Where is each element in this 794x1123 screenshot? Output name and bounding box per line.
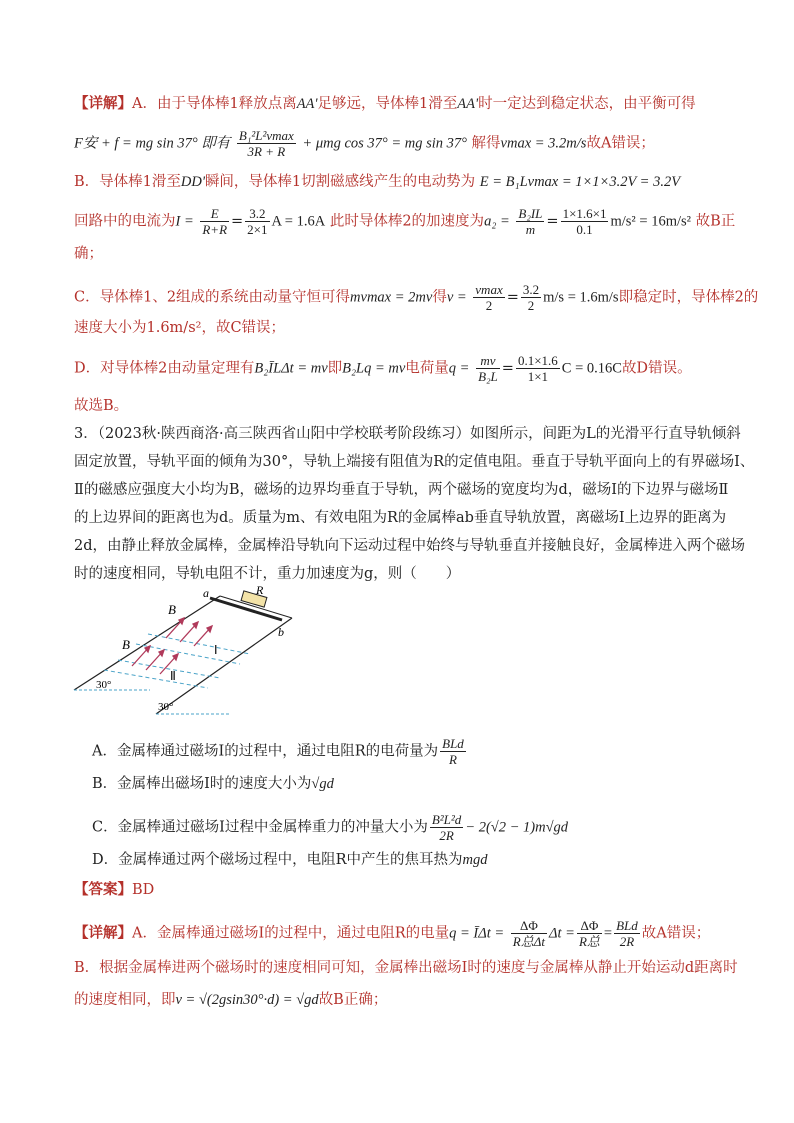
question-line-2: 固定放置，导轨平面的倾角为30°，导轨上端接有阻值为R的定值电阻。垂直于导轨平面向上的有界磁场Ⅰ、 <box>74 454 755 470</box>
question-line-3: Ⅱ的磁感应强度大小均为B，磁场的边界均垂直于导轨，两个磁场的宽度均为d，磁场Ⅰ的下边界与磁场Ⅱ <box>74 482 729 498</box>
option-a[interactable]: A．金属棒通过磁场Ⅰ的过程中，通过电阻R的电荷量为 $\frac{\text{BLd}}{R}$ <box>92 736 464 767</box>
label-field-1: Ⅰ <box>214 643 218 657</box>
label-b1: B <box>168 602 176 617</box>
detail-line-d: D．对导体棒2由动量定理有B₂ĪLΔt = mv即B₂Lq = mv电荷量q = $\frac{mv}{\text{B₂L}}$ = $\frac{0.1\times 1.6}{1\times 1}$ C = 0.16C故D错误。 <box>74 353 692 384</box>
detail-line-c-cont: 速度大小为1.6m/s²，故C错误； <box>74 320 286 336</box>
detail-line-current-cont: 确； <box>74 246 103 262</box>
label-angle-1: 30° <box>96 679 112 691</box>
option-c[interactable]: C．金属棒通过磁场Ⅰ过程中金属棒重力的冲量大小为 $\frac{\text{B²L²d}}{2R}$ − 2(√2 − 1)m√gd <box>92 812 569 843</box>
label-r: R <box>256 584 264 597</box>
detail2-line-a: 【详解】A．金属棒通过磁场Ⅰ的过程中，通过电阻R的电量q = ĪΔt = $\frac{\Delta\Phi}{\text{R总Δt}}$ Δt = $\frac{\Delta\Phi}{\text{R总}}$ = $\frac{\text{BLd}}{2R}$ 故A错误； <box>74 918 711 949</box>
detail-line-c: C．导体棒1、2组成的系统由动量守恒可得mvmax = 2mv得v = $\frac{vmax}{2}$ = $\frac{3.2}{2}$ m/s = 1.6m/s即稳定时，导体棒2的 <box>74 282 759 313</box>
equation-line-1: F安 + f = mg sin 37° 即有 $\frac{\text{B₁²L²vmax}}{3R + R}$ + μmg cos 37° = mg sin 37° 解得vmax = 3.2m/s故A错误； <box>74 128 655 159</box>
fraction: $\frac{\text{B₁²L²vmax}}{3R + R}$ <box>238 128 294 159</box>
incline-figure <box>70 584 310 719</box>
label-b2: B <box>122 637 130 652</box>
question-line-6: 时的速度相同，导轨电阻不计，重力加速度为g，则（ ） <box>74 566 461 582</box>
label-b: b <box>278 625 284 639</box>
question-line-1: 3．（2023秋·陕西商洛·高三陕西省山阳中学校联考阶段练习）如图所示，间距为L的光滑平行直导轨倾斜 <box>74 426 741 442</box>
question-line-5: 2d，由静止释放金属棒，金属棒沿导轨向下运动过程中始终与导轨垂直并接触良好，金属棒进入两个磁场 <box>74 538 746 554</box>
detail-line-current: 回路中的电流为I = $\frac{E}{R+R}$ = $\frac{3.2}{2\times 1}$ A = 1.6A 此时导体棒2的加速度为a₂ = $\frac{\text{B₂IL}}{m}$ = $\frac{1\times 1.6\times 1}{0.1}$ m/s² = 16m/s² 故B正 <box>74 206 736 237</box>
detail2-line-b: B．根据金属棒进两个磁场时的速度相同可知，金属棒出磁场Ⅰ时的速度与金属棒从静止开始运动d距离时 <box>74 960 738 976</box>
option-d[interactable]: D．金属棒通过两个磁场过程中，电阻R中产生的焦耳热为mgd <box>92 852 488 868</box>
choice-line: 故选B。 <box>74 398 129 414</box>
label-field-2: Ⅱ <box>170 669 176 683</box>
detail-line-b: B．导体棒1滑至DD'瞬间，导体棒1切割磁感线产生的电动势为 E = B₁Lvmax = 1×1×3.2V = 3.2V <box>74 174 681 190</box>
option-b[interactable]: B．金属棒出磁场Ⅰ时的速度大小为√gd <box>92 776 334 792</box>
question-line-4: 的上边界间的距离也为d。质量为m、有效电阻为R的金属棒ab垂直导轨放置，离磁场Ⅰ上边界的距离为 <box>74 510 727 526</box>
detail2-line-b-cont: 的速度相同，即v = √(2gsin30°·d) = √gd故B正确； <box>74 992 388 1008</box>
answer-line: 【答案】BD <box>74 881 155 898</box>
label-a: a <box>203 586 209 600</box>
detail-line-a: 【详解】A．由于导体棒1释放点离AA'足够远，导体棒1滑至AA'时一定达到稳定状态，由平衡可得 <box>74 95 696 112</box>
label-angle-2: 30° <box>158 701 174 713</box>
detail-tag: 【详解】 <box>74 95 132 112</box>
